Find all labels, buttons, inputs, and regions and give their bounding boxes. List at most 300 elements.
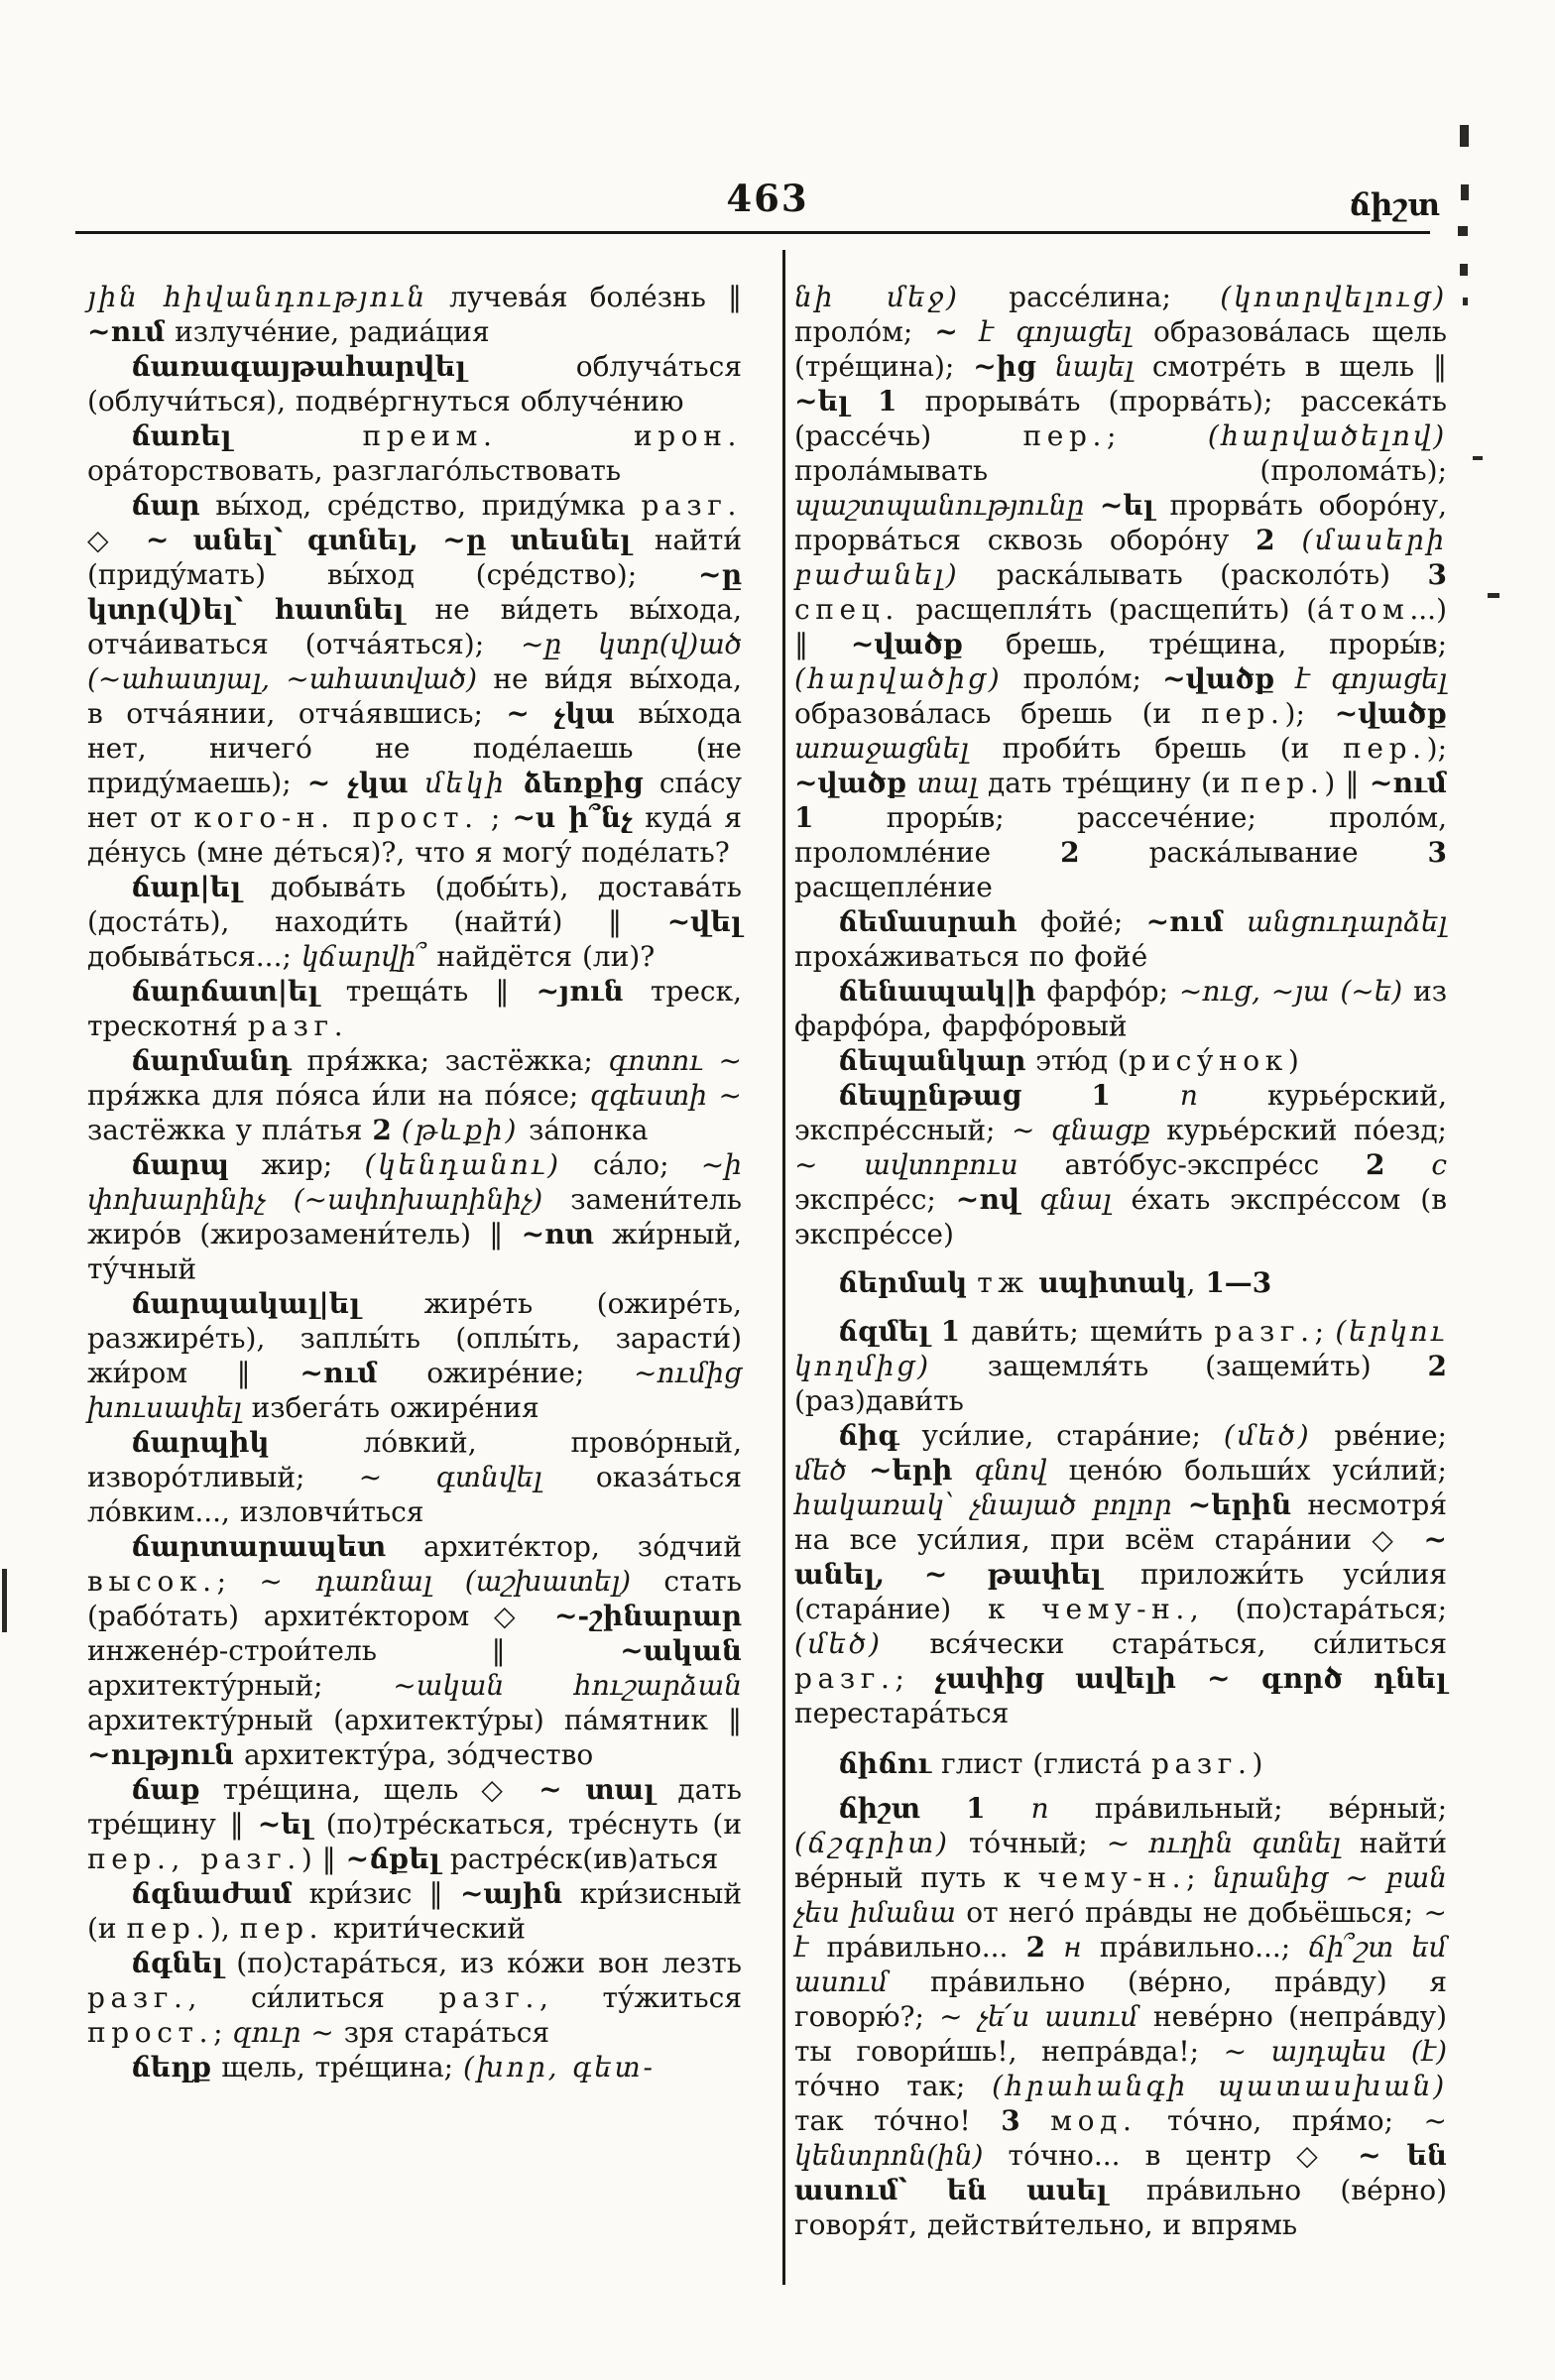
text-run: пра́вильно (ве́рно) говоря́т, действи́тельно, и впрямь [794,2174,1448,2241]
text-run: инжене́р-строи́тель ‖ [87,1634,621,1667]
bold-text: ճար [131,489,200,522]
text-run: от него́ пра́вды не добьёшься; ~ [955,1896,1447,1929]
bold-text: ճարտարապետ [131,1530,387,1563]
italic-spaced-text: (կենդանու) [364,1148,561,1181]
text-run [920,1792,966,1825]
scan-artifact [1460,264,1468,276]
text-run: добыва́ть (добы́ть), достава́ть (доста́ть), находи́ть (найти́) ‖ [87,871,742,938]
italic-armenian-text: н [1063,1931,1082,1964]
text-run: ; [1314,1315,1336,1348]
text-run: не ви́деть вы́хода, отча́иваться (отча́яться); [87,593,742,660]
bold-text: 3 [1427,558,1447,591]
bold-text: ճեմասրահ [838,905,1017,938]
text-run: смотре́ть в щель ‖ [1133,350,1447,383]
italic-spaced-text: (հարվածից) [794,662,1003,695]
bold-text: չափից ավելի ~ գործ դնել [934,1662,1448,1695]
dictionary-entry [87,2050,742,2084]
text-run: дави́ть; щеми́ть [960,1315,1215,1348]
dictionary-entry [794,1078,1447,1251]
letterspaced-label: чему-н. [1041,1593,1190,1625]
scan-artifact [1463,298,1468,305]
text-run: расщепле́ние [794,871,993,903]
text-run: кри́зис ‖ [292,1877,460,1910]
bold-text: ~ոտ [521,1218,594,1250]
text-run: неве́рно (непра́вду) ты говори́шь!, непра́вда!; ~ [794,2000,1447,2068]
bold-text: ~ում [1145,905,1224,938]
text-run: несмотря́ на все уси́лия, при всём стара́нии ◇ [794,1488,1447,1556]
bold-text: ճենապակ|ի [838,975,1036,1008]
letterspaced-label: пер. [1201,697,1285,730]
text-run: щель, тре́щина; [211,2051,464,2083]
text-run: стать (рабо́тать) архите́ктором ◇ [87,1565,742,1632]
italic-spaced-text: (հարվածելով) [1207,419,1447,452]
dictionary-entry [87,1043,742,1147]
dictionary-entry [87,1946,742,2050]
text-run: за́понка [519,1114,649,1146]
text-run: ожире́ние; [377,1357,635,1389]
italic-armenian-text: դառնալ (աշխատել) [315,1565,632,1598]
bold-text: ~ տալ [538,1773,656,1806]
dictionary-entry [87,870,742,974]
text-run: не ви́дя вы́хода, в отча́янии, отча́явшись; [87,662,742,730]
text-run: добыва́ться...; [87,940,301,973]
italic-spaced-text: (խոր, գետ- [463,2051,656,2083]
text-run: проло́м; [1002,662,1163,695]
italic-armenian-text: անցուդարձել [1247,905,1447,938]
text-run: архитекту́рный; [87,1669,394,1702]
text-run: найдётся (ли)? [426,940,656,973]
bold-text: ~ից [973,350,1036,383]
text-run: так то́чно! [794,2104,1002,2137]
text-run: ~ застёжка у пла́тья [87,1079,742,1146]
text-run: прорыва́ть (прорва́ть); рассека́ть (рассе́чь) [794,385,1447,452]
dictionary-entry [794,1314,1447,1418]
bold-text: 2 [1060,836,1080,869]
text-run: курье́рский по́езд; ~ [794,1114,1447,1181]
italic-armenian-text: նայել [1054,350,1134,383]
text-run: растре́ск(ив)аться [439,1843,719,1875]
bold-text: 2 [1256,524,1275,556]
letterspaced-label: разг. [247,1010,349,1042]
letterspaced-label: высок. [87,1565,217,1598]
text-run: ; [478,801,513,834]
bold-text: ճեպանկար [838,1044,1026,1077]
text-run: (по)стара́ться, из ко́жи вон лезть [223,1947,742,1979]
text-run [1029,1266,1039,1299]
italic-armenian-text: գնով [974,1454,1047,1487]
text-run: (по)тре́скаться, тре́снуть (и [311,1808,742,1841]
text-run: найти́ ве́рный путь к [794,1827,1447,1894]
text-run [392,1114,402,1146]
dictionary-entry [87,1876,742,1946]
left-column [87,280,742,2084]
bold-text: ~ [934,315,958,348]
italic-spaced-text: (մեծ) [1223,1419,1312,1452]
text-run [1084,489,1100,522]
text-run: из фарфо́ра, фарфо́ровый [794,975,1447,1042]
text-run: вы́ход, сре́дство, приду́мка [199,489,642,522]
text-run [1045,1931,1063,1964]
italic-armenian-text: պաշտպանությունը [794,489,1085,522]
bold-text: ~ը կտր(վ)ել՝ հատնել [87,558,742,626]
bold-text: ճիգ [838,1419,899,1452]
dictionary-entry [87,1425,742,1529]
dictionary-entry [87,1772,742,1876]
text-run: проби́ть брешь (и [968,732,1344,765]
text-run: курье́рский, экспре́ссный; ~ [794,1079,1447,1146]
italic-armenian-text: կենտրոն(ին) [794,2139,984,2172]
letterspaced-label: чему-н. [1037,1861,1187,1894]
bold-text: ճար|ել [131,871,242,903]
text-run [906,767,916,799]
text-run: ) [1252,1747,1263,1780]
text-run: то́чно... в центр ◇ [983,2139,1359,2172]
text-run: прола́мывать (пролома́ть); [794,454,1447,487]
italic-spaced-text: (հրահանգի պատասխան) [992,2070,1447,2102]
italic-spaced-text: (թևքի) [401,1114,520,1146]
text-run: е́хать экспре́ссом (в экспре́ссе) [794,1183,1447,1250]
italic-armenian-text: с [1431,1148,1447,1181]
italic-armenian-text: բան չես իմանա [794,1861,1447,1929]
column-divider-rule [782,250,785,2285]
scan-artifact [1460,125,1469,147]
bold-text: ~ում [87,315,166,348]
text-run: дать тре́щину (и [977,767,1241,799]
text-run: спа́су нет от [87,767,743,834]
text-run: рассе́лина; [959,281,1221,313]
bold-text: ~ են ասում՝ են ասել [794,2139,1448,2206]
bold-text: 1—3 [1205,1266,1272,1299]
bold-text: ճերմակ [838,1266,968,1299]
bold-text: 2 [372,1114,392,1146]
bold-text: ճարպիկ [131,1426,270,1459]
text-run: авто́бус-экспре́сс [1017,1148,1367,1181]
text-run: глист (глиста́ [931,1747,1152,1780]
text-run [1036,350,1055,383]
text-run: архитекту́рный (архитекту́ры) па́мятник ‖ [87,1704,742,1736]
italic-spaced-text: (ճշգրիտ) [794,1827,950,1859]
letterspaced-label: преим. ирон. [362,419,742,452]
bold-text: ~վել [666,905,742,938]
scan-artifact [1461,184,1469,200]
text-run: ; ~ [216,1565,316,1598]
text-run: ) ‖ [1324,767,1370,799]
bold-text: ~ել [1099,489,1154,522]
italic-armenian-text: է գոյացել [1295,662,1448,695]
italic-armenian-text: ~ումից խուսափել [87,1357,743,1424]
dictionary-entry [794,1418,1447,1730]
italic-spaced-text: մեկի [424,767,507,799]
text-run: вы́хода нет, ничего́ не поде́лаешь (не приду́маешь); [87,697,743,799]
text-run: защемля́ть (защеми́ть) [930,1350,1428,1382]
italic-armenian-text: գնացք [1051,1114,1150,1146]
text-run: , (по)стара́ться; [1189,1593,1447,1625]
letterspaced-label: разг. [87,1981,188,2014]
bold-text: ճիճու [838,1747,932,1780]
bold-text: ~վածք [1334,697,1447,730]
text-run: то́чно, пря́мо; ~ [1136,2104,1447,2137]
letterspaced-label: разг. [1151,1747,1253,1780]
bold-text: ~ական [620,1634,742,1667]
text-run: треск, трескотня́ [87,975,742,1042]
letterspaced-label: разг. [1214,1315,1315,1348]
text-run: вся́чески стара́ться, си́литься [882,1627,1447,1660]
bold-text: ~ չկա [506,697,615,730]
text-run [929,1315,940,1348]
bold-text: ~երին [1187,1488,1292,1521]
text-run: прорва́ть оборо́ну, прорва́ться сквозь оборо́ну [794,489,1447,556]
text-run: расщепля́ть (расщепи́ть) ( [898,593,1318,626]
text-run: крити́ческий [323,1912,526,1945]
text-run: жире́ть (ожире́ть, разжире́ть), заплы́ть (оплы́ть, зарасти́) жи́ром ‖ [87,1287,742,1389]
text-run: тре́щина, щель ◇ [199,1773,539,1806]
text-run: облуча́ться (облучи́ться), подве́ргнуться облуче́нию [87,350,742,417]
dictionary-entry [87,349,742,418]
text-run: пра́вильно (ве́рно, пра́вду) я говорю́?; ~ [794,1965,1447,2033]
bold-text: ճարպ [131,1148,230,1181]
bold-text: 1 [940,1315,961,1348]
italic-armenian-text: ~ը կտր(վ)ած (~ահատյալ, ~ահատված) [87,628,742,695]
letterspaced-label: тж [977,1266,1029,1299]
text-run: дать тре́щину ‖ [87,1773,742,1841]
text-run: жир; [229,1148,365,1181]
text-run: то́чно так; [794,2070,993,2102]
bold-text: ~ով [955,1183,1020,1216]
text-run: архитекту́ра, зо́дчество [234,1738,594,1771]
bold-text: 2 [1366,1148,1385,1181]
letterspaced-label: мод. [1050,2104,1137,2137]
text-run: ◇ [87,524,146,556]
bold-text: ~ում [299,1357,378,1389]
text-run: перестара́ться [794,1697,1010,1729]
italic-armenian-text: п [1030,1792,1049,1825]
text-run: ; [1107,419,1208,452]
italic-armenian-text: գտնվել [435,1461,542,1493]
bold-text: ~վածք [1162,662,1275,695]
bold-text: 2 [1427,1350,1447,1382]
bold-text: ճիշտ [838,1792,920,1825]
text-run: са́ло; [560,1148,701,1181]
text-run [967,1266,977,1299]
italic-armenian-text: ~ի փոխարինիչ (~ափոխարինիչ) [87,1148,742,1216]
italic-spaced-text: (մեծ) [794,1627,883,1660]
text-run: куда́ я де́нусь (мне де́ться)?, что я могу́ поде́лать? [87,801,742,869]
italic-armenian-text: չե՛ս ասում [977,2000,1138,2033]
text-run [1019,1183,1039,1216]
text-run: ора́торствовать, разглаго́льствовать [87,454,622,487]
italic-armenian-text: մեծ [794,1454,847,1487]
bold-text: ~ություն [87,1738,235,1771]
text-run: найти́ (приду́мать) вы́ход (сре́дство); [87,524,742,591]
italic-spaced-text: (կոտրվելուց) [1220,281,1448,313]
italic-armenian-text: նրանից [1213,1861,1328,1894]
letterspaced-label: разг. [794,1662,896,1695]
scan-artifact [2,1569,7,1632]
text-run: проры́в; рассече́ние; проло́м, проломле́ние [794,801,1447,869]
text-run: ) [1287,1044,1299,1077]
letterspaced-label: рису́нок [1128,1044,1288,1077]
dictionary-entry [87,418,742,488]
text-run [232,419,363,452]
dictionary-entry [87,1286,742,1425]
italic-armenian-text: ~ական հուշարձան [393,1669,742,1702]
letterspaced-label: кого-н. прост. [193,801,479,834]
guide-word: ճիշտ [1349,187,1440,223]
bold-text: ~վածք [794,767,907,799]
text-run: брешь, тре́щина, проры́в; [963,628,1447,660]
text-run: пря́жка; застёжка; [291,1044,609,1077]
text-run: , си́литься [187,1981,439,2014]
italic-armenian-text: ուղին գտնել [1148,1827,1341,1859]
bold-text: ~ չկա [306,767,425,799]
text-run: приложи́ть уси́лия (стара́ние) к [794,1558,1447,1625]
italic-spaced-text: յին հիվանդություն [87,281,427,313]
scan-artifact [1488,593,1499,598]
text-run: ~ зря стара́ться [300,2016,550,2049]
letterspaced-label: спец. [794,593,899,626]
italic-armenian-text: է գոյացել [979,315,1133,348]
text-run: проло́м; [794,315,935,348]
text-run: ...) ‖ [794,593,1447,660]
text-run: фарфо́р; [1035,975,1179,1008]
italic-spaced-text: նի մեջ) [794,281,960,313]
text-run: раска́лывать (расколо́ть) [959,558,1428,591]
bold-text: ~ս ի՞նչ [512,801,633,834]
text-run: ~ [1327,1861,1386,1894]
dictionary-entry [794,974,1447,1043]
italic-armenian-text: զգեստի [589,1079,707,1112]
text-run: уси́лие, стара́ние; [898,1419,1224,1452]
text-run [1224,905,1247,938]
italic-armenian-text: առաջացնել [794,732,969,765]
letterspaced-label: разг. [438,1981,539,2014]
italic-armenian-text: գոտու [608,1044,703,1077]
text-run: пра́вильно... [808,1931,1026,1964]
bold-text: 2 [1025,1931,1046,1964]
right-column [794,280,1447,2242]
italic-spaced-text: (երկու կողմից) [794,1315,1447,1382]
text-run: ~ пря́жка для по́яса и́ли на по́ясе; [87,1044,742,1112]
text-run: , ту́житься [539,1981,743,2014]
bold-text: 1 [1091,1079,1111,1112]
bold-text: 3 [1427,836,1447,869]
text-run: образова́лась щель (тре́щина); [794,315,1448,383]
text-run: избега́ть ожире́ния [241,1391,539,1424]
text-run: цено́ю больши́х уси́лий; [1046,1454,1447,1487]
text-run: раска́лывание [1079,836,1428,869]
bold-text: ճարճատ|ել [131,975,319,1008]
text-run: лучева́я боле́знь ‖ [426,281,742,313]
text-run: проха́живаться по фойе́ [794,940,1148,973]
text-run: экспре́сс; [794,1183,956,1216]
italic-armenian-text: п [1179,1079,1198,1112]
text-run: пра́вильно...; [1081,1931,1309,1964]
bold-text: ճառագայթահարվել [131,350,467,383]
header-rule [75,231,1430,234]
text-run: , [1186,1266,1206,1299]
bold-text: ~յուն [536,975,624,1008]
bold-text: ~ անել, ~ թափել [794,1523,1447,1591]
italic-armenian-text: զուր [232,2016,301,2049]
dictionary-entry [87,1529,742,1772]
letterspaced-label: разг. [641,489,742,522]
page-number: 463 [726,177,809,220]
italic-armenian-text: ճի՞շտ եմ ասում [794,1931,1447,1998]
bold-text: սպիտակ [1038,1266,1187,1299]
bold-text: ~ել [257,1808,312,1841]
bold-text: ~ել 1 [794,385,897,417]
letterspaced-label: а́том [1317,593,1410,626]
text-run [1172,1488,1188,1521]
dictionary-entry [794,1791,1447,2242]
italic-armenian-text: է [794,1931,809,1964]
entry-continuation [87,280,742,349]
dictionary-entry [87,974,742,1043]
dictionary-entry [87,1147,742,1286]
text-run: ), [209,1912,240,1945]
text-run: жи́рный, ту́чный [87,1218,742,1285]
bold-text: ճեպընթաց [838,1079,1022,1112]
bold-text: ~ անել՝ գտնել, ~ը տեսնել [145,524,632,556]
text-run: фойе́; [1017,905,1146,938]
text-run: то́чный; ~ [949,1827,1149,1859]
text-run: ); [1284,697,1335,730]
bold-text: ճարպակալ|ել [131,1287,361,1320]
bold-text: ~-շինարար [554,1600,742,1632]
letterspaced-label: пер. [1240,767,1325,799]
italic-armenian-text: ~ուց, ~յա (~ե) [1178,975,1403,1008]
text-run: ; [213,2016,233,2049]
text-run: ло́вкий, прово́рный, изворо́тливый; ~ [87,1426,742,1493]
letterspaced-label: пер. [1022,419,1107,452]
text-run: этю́д ( [1025,1044,1129,1077]
bold-text: ~ճքել [345,1843,440,1875]
text-run: архите́ктор, зо́дчий [386,1530,742,1563]
text-run [1385,1148,1432,1181]
italic-armenian-text: այդպես (է) [1270,2035,1447,2068]
dictionary-entry [87,488,742,870]
letterspaced-label: пер. [239,1912,324,1945]
bold-text: ճաք [131,1773,200,1806]
entry-continuation [794,280,1447,904]
dictionary-entry [794,1265,1447,1300]
text-run: пра́вильный; ве́рный; [1048,1792,1447,1825]
text-run: образова́лась брешь (и [794,697,1202,730]
bold-text: ճարմանդ [131,1044,292,1077]
bold-text: ձեռքից [506,767,644,799]
text-run: ; [895,1662,935,1695]
text-run [986,1792,1031,1825]
italic-armenian-text: հակառակ՝ չնայած բոլոր [794,1488,1172,1521]
text-run [1111,1079,1180,1112]
text-run [1020,2104,1051,2137]
bold-text: ~վածք [850,628,964,660]
italic-armenian-text: տալ [916,767,978,799]
bold-text: ճեղք [131,2051,212,2083]
text-run: рве́ние; [1311,1419,1447,1452]
text-run [952,1454,974,1487]
dictionary-entry [794,904,1447,974]
italic-armenian-text: ավտոբուս [864,1148,1018,1181]
dictionary-entry [794,1043,1447,1078]
letterspaced-label: пер. [1343,732,1427,765]
text-run [1021,1079,1091,1112]
text-run: (раз)дави́ть [794,1384,964,1417]
text-run: ); [1426,732,1447,765]
bold-text: ~երի [868,1454,953,1487]
text-run: ) ‖ [300,1843,346,1875]
italic-armenian-text: կճարվի՞ [300,940,427,973]
